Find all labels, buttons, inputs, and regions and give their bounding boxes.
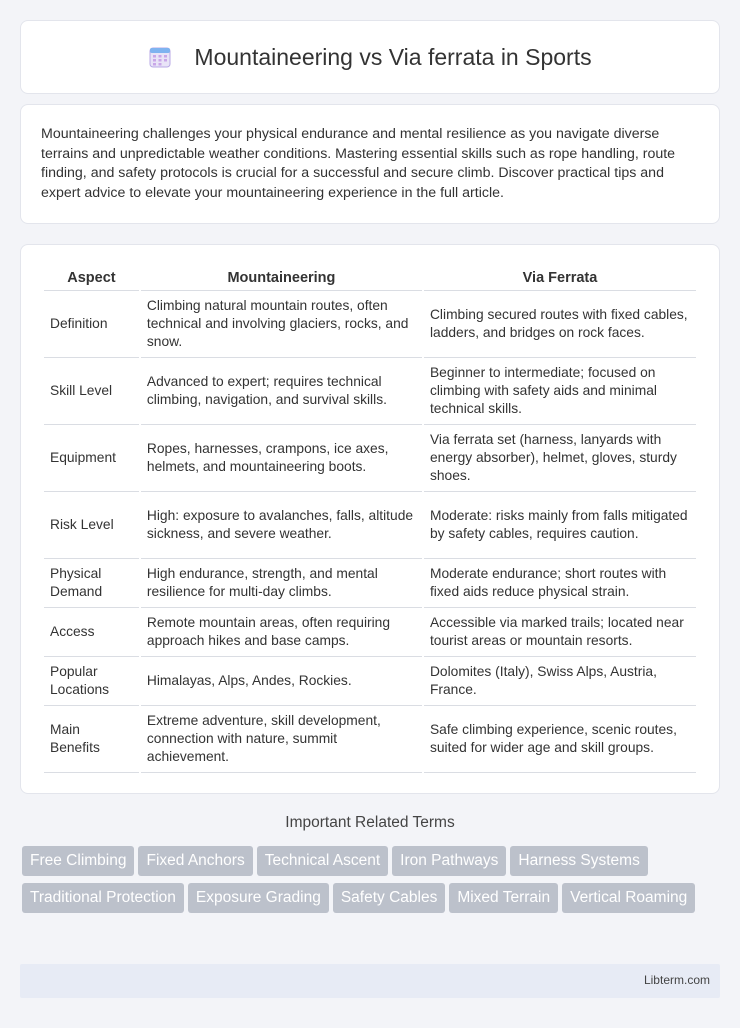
intro-text: Mountaineering challenges your physical endurance and mental resilience as you navigate diverse terrains and unpredictable weather conditions. Mastering essential skills such as rope handling, route finding, and safety protocols is crucial for a successful and secure climb. Discover practical tips and expert advice to elevate your mountaineering experience in the full article. (41, 126, 676, 201)
table-header-row (44, 265, 696, 291)
term-tag[interactable]: Exposure Grading (188, 883, 329, 913)
mountaineering-cell: Climbing natural mountain routes, often technical and involving glaciers, rocks, and snow. (141, 291, 422, 358)
term-tag[interactable]: Free Climbing (22, 846, 134, 876)
mountaineering-cell: Extreme adventure, skill development, connection with nature, summit achievement. (141, 706, 422, 773)
column-header-aspect: Aspect (44, 265, 139, 291)
related-terms-title: Important Related Terms (285, 814, 455, 831)
calendar-icon (148, 45, 172, 69)
term-tag[interactable]: Vertical Roaming (562, 883, 695, 913)
table-row (44, 657, 696, 706)
aspect-cell: Equipment (44, 425, 139, 492)
via-ferrata-cell: Moderate: risks mainly from falls mitigated by safety cables, requires caution. (424, 492, 696, 559)
column-header-via-ferrata: Via Ferrata (424, 265, 696, 291)
mountaineering-cell: Advanced to expert; requires technical climbing, navigation, and survival skills. (141, 358, 422, 425)
term-tag[interactable]: Technical Ascent (257, 846, 388, 876)
footer (20, 964, 720, 998)
aspect-cell: Popular Locations (44, 657, 139, 706)
table-row (44, 492, 696, 559)
aspect-cell: Definition (44, 291, 139, 358)
mountaineering-cell: Ropes, harnesses, crampons, ice axes, helmets, and mountaineering boots. (141, 425, 422, 492)
footer-site-link[interactable]: Libterm.com (643, 973, 710, 987)
table-row (44, 358, 696, 425)
header-card (20, 20, 720, 94)
table-row (44, 291, 696, 358)
intro-card (20, 104, 720, 224)
table-row (44, 706, 696, 773)
mountaineering-cell: High: exposure to avalanches, falls, altitude sickness, and severe weather. (141, 492, 422, 559)
aspect-cell: Skill Level (44, 358, 139, 425)
column-header-mountaineering: Mountaineering (141, 265, 422, 291)
table-row (44, 425, 696, 492)
term-tag[interactable]: Iron Pathways (392, 846, 506, 876)
term-tag[interactable]: Fixed Anchors (138, 846, 252, 876)
related-terms-list (22, 846, 702, 920)
mountaineering-cell: Himalayas, Alps, Andes, Rockies. (141, 657, 422, 706)
aspect-cell: Main Benefits (44, 706, 139, 773)
mountaineering-cell: Remote mountain areas, often requiring approach hikes and base camps. (141, 608, 422, 657)
term-tag[interactable]: Harness Systems (510, 846, 647, 876)
aspect-cell: Physical Demand (44, 559, 139, 608)
page-title: Mountaineering vs Via ferrata in Sports (194, 43, 592, 70)
comparison-table (42, 265, 698, 773)
via-ferrata-cell: Safe climbing experience, scenic routes, suited for wider age and skill groups. (424, 706, 696, 773)
aspect-cell: Access (44, 608, 139, 657)
via-ferrata-cell: Dolomites (Italy), Swiss Alps, Austria, France. (424, 657, 696, 706)
via-ferrata-cell: Accessible via marked trails; located near tourist areas or mountain resorts. (424, 608, 696, 657)
mountaineering-cell: High endurance, strength, and mental resilience for multi-day climbs. (141, 559, 422, 608)
table-row (44, 559, 696, 608)
comparison-card (20, 244, 720, 794)
via-ferrata-cell: Via ferrata set (harness, lanyards with energy absorber), helmet, gloves, sturdy shoes. (424, 425, 696, 492)
via-ferrata-cell: Beginner to intermediate; focused on climbing with safety aids and minimal technical skills. (424, 358, 696, 425)
term-tag[interactable]: Safety Cables (333, 883, 446, 913)
via-ferrata-cell: Climbing secured routes with fixed cables, ladders, and bridges on rock faces. (424, 291, 696, 358)
term-tag[interactable]: Mixed Terrain (449, 883, 558, 913)
table-row (44, 608, 696, 657)
aspect-cell: Risk Level (44, 492, 139, 559)
term-tag[interactable]: Traditional Protection (22, 883, 184, 913)
via-ferrata-cell: Moderate endurance; short routes with fixed aids reduce physical strain. (424, 559, 696, 608)
